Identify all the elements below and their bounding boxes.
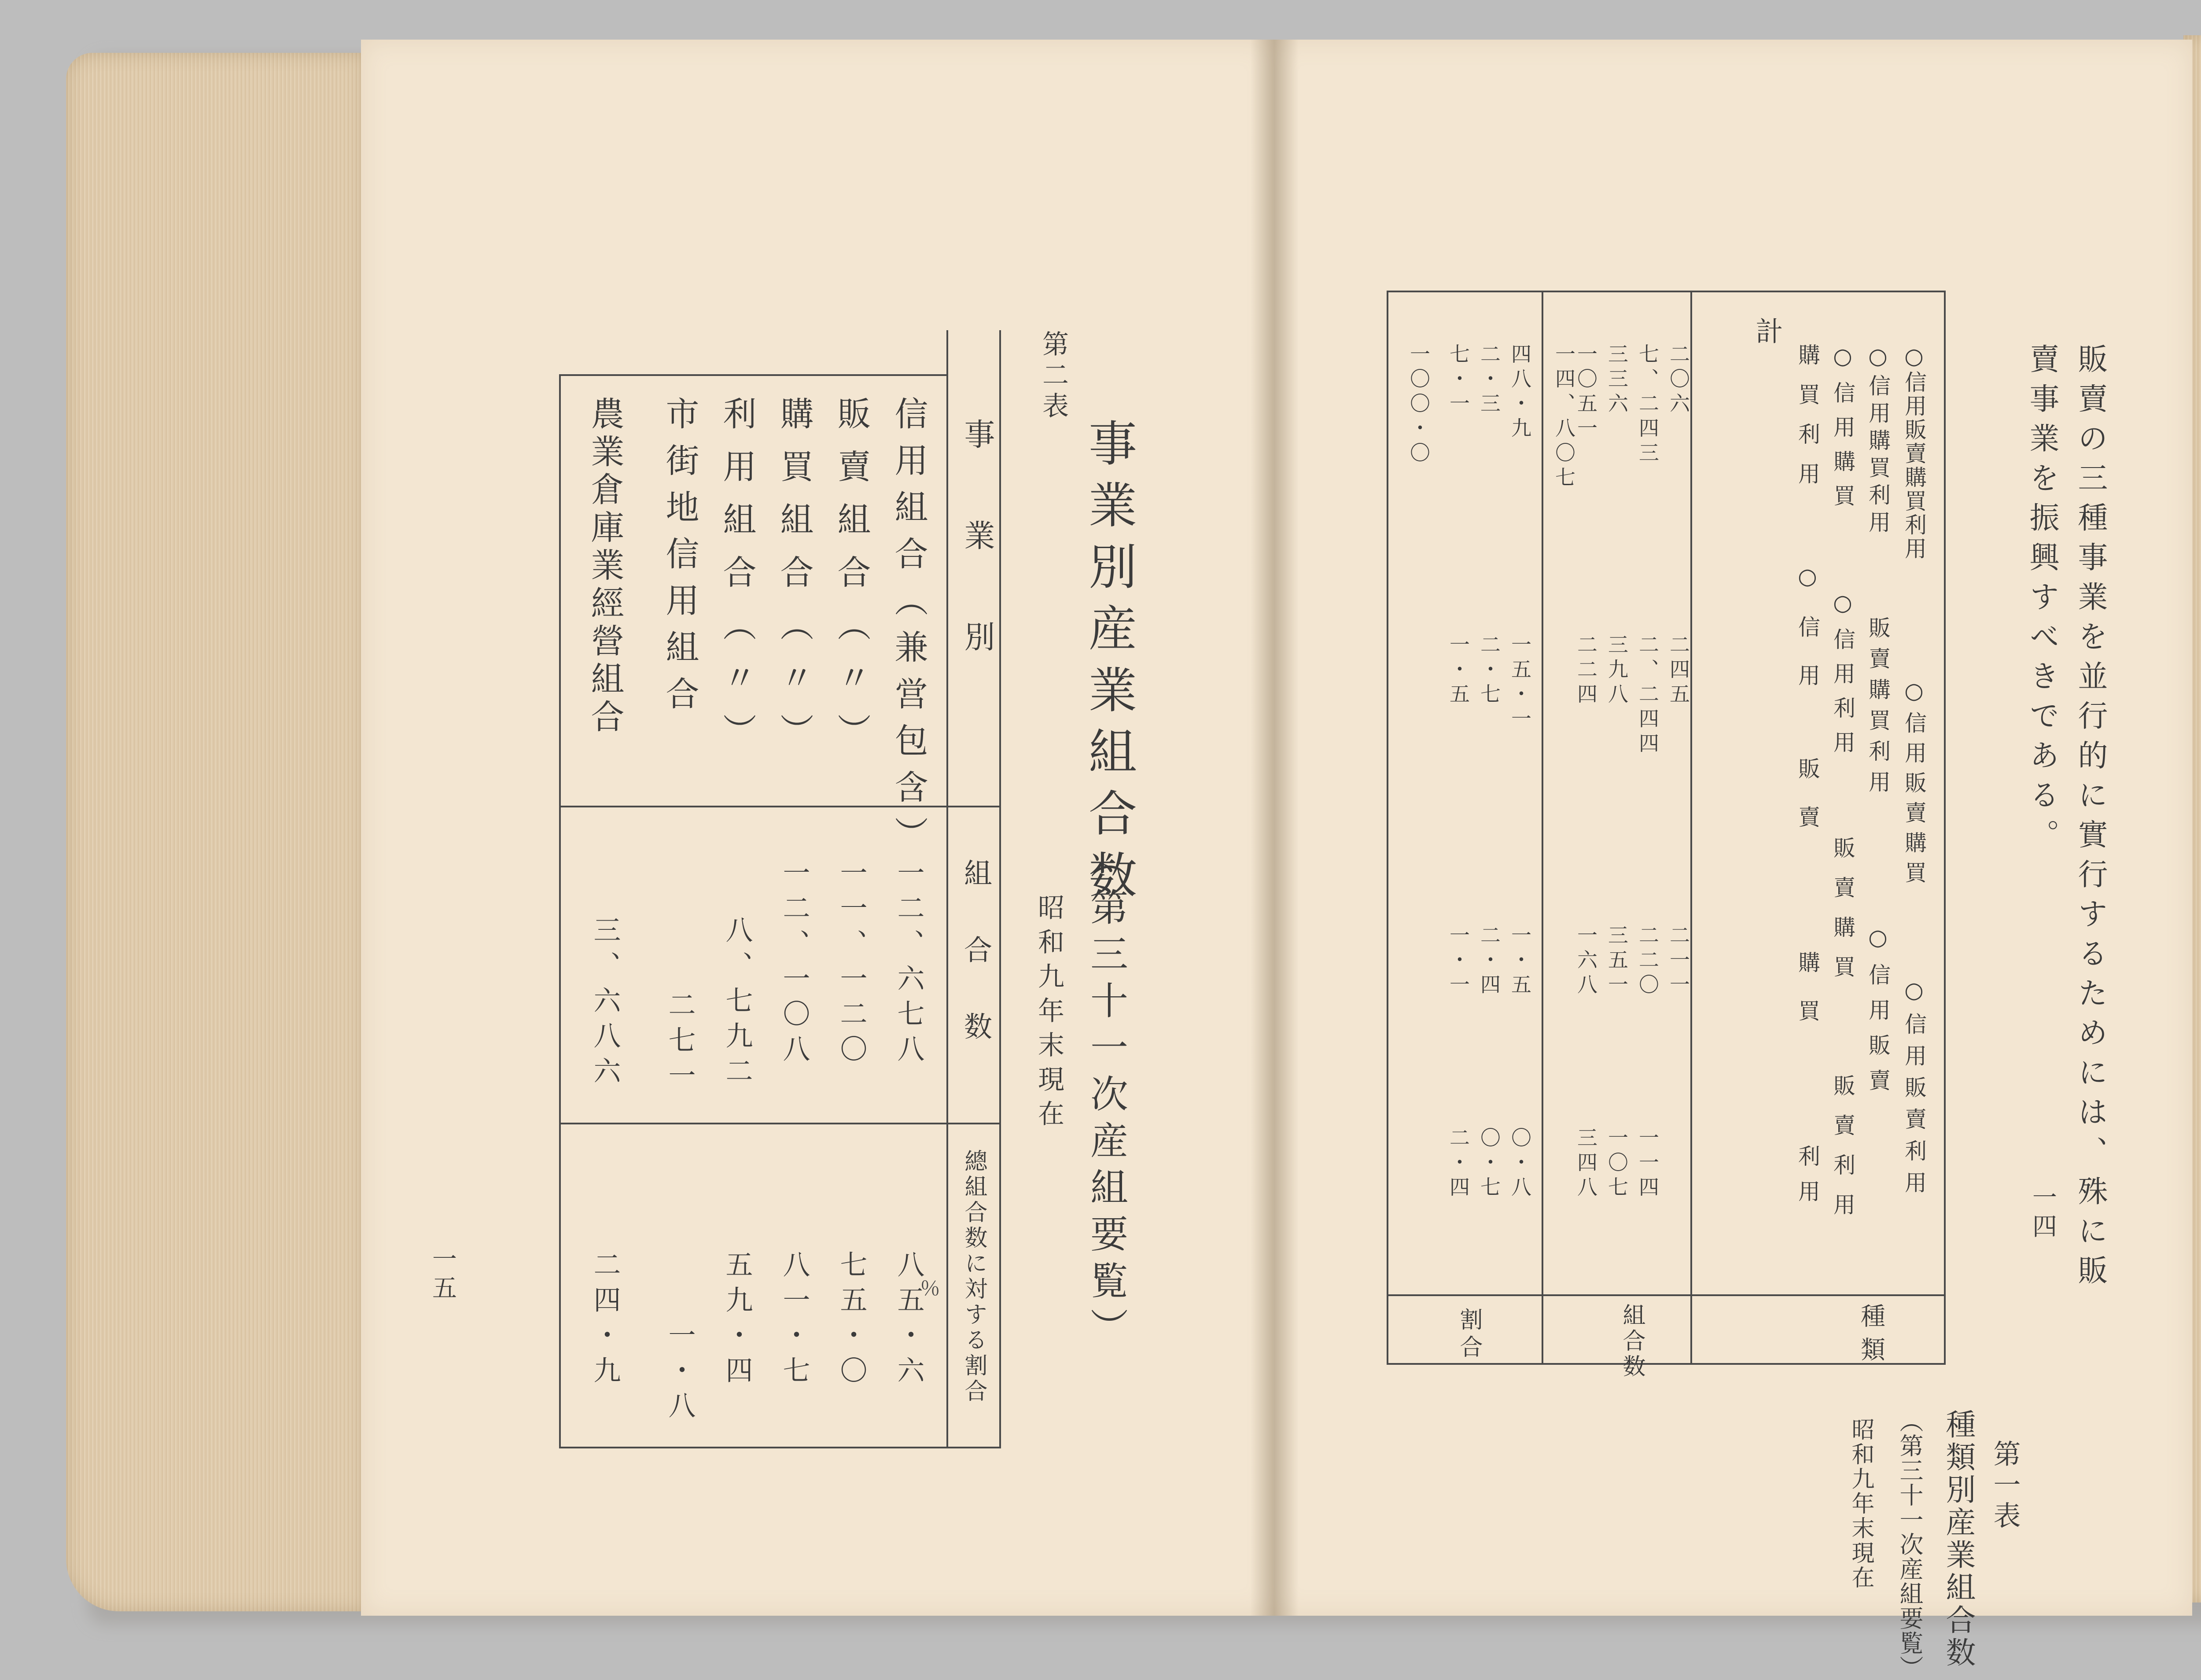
- type-row: ○信用販賣購買利用: [1901, 343, 1927, 561]
- type-row: ○信用購買利用: [1865, 343, 1891, 538]
- count-cell: 三五一: [1605, 925, 1629, 998]
- right-as-of: 昭和九年末現在: [1848, 1418, 1874, 1590]
- left-table-title: 事業別産業組合数: [1081, 418, 1137, 911]
- count-cell: 二四五: [1667, 634, 1690, 708]
- right-table: [1387, 291, 1946, 1380]
- ratio-cell: 一・一: [1446, 925, 1470, 998]
- type-row: ○信用販賣: [1865, 925, 1891, 1104]
- total-count: 一四、八〇七: [1552, 343, 1576, 491]
- ratio-cell: 一五・一: [1508, 634, 1532, 733]
- count-cell: 三三六: [1605, 343, 1629, 417]
- row-ratio: 七五・〇: [835, 1250, 868, 1391]
- ratio-cell: 二・七: [1477, 634, 1501, 708]
- row-count: 一二、一〇八: [778, 858, 810, 1070]
- row-count: 三、六八六: [589, 916, 621, 1092]
- left-page-number: 一五: [428, 1246, 457, 1304]
- percent-unit: ％: [920, 1276, 940, 1300]
- count-cell: 一六八: [1574, 925, 1598, 998]
- row-ratio: 二四・九: [589, 1250, 621, 1391]
- row-count: 八、七九二: [721, 916, 753, 1092]
- row-ratio: 八一・七: [778, 1250, 810, 1391]
- type-row: 販賣購買利用: [1865, 616, 1891, 801]
- type-row: ○信用: [1795, 564, 1820, 712]
- ratio-cell: 二・四: [1446, 1127, 1470, 1201]
- count-cell: 二二〇: [1636, 925, 1660, 998]
- row-ratio: 一・八: [664, 1321, 696, 1426]
- type-row: ○信用購買: [1830, 343, 1855, 519]
- body-text-line: 販賣の三種事業を並行的に實行するためには、殊に販: [2073, 343, 2108, 1294]
- row-name: 購買組合（〃）: [775, 396, 814, 766]
- header-kind: 種類: [1857, 1303, 1885, 1370]
- left-table-label: 第二表: [1038, 330, 1069, 423]
- left-page-edges: [66, 53, 365, 1611]
- count-cell: 一〇五一: [1574, 343, 1598, 442]
- type-row: 販賣購買: [1830, 836, 1855, 995]
- ratio-cell: 二・四: [1477, 925, 1501, 998]
- count-cell: 一〇七: [1605, 1127, 1629, 1201]
- row-count: 二七一: [664, 991, 696, 1096]
- row-name: 販賣組合（〃）: [832, 396, 871, 766]
- count-cell: 三九八: [1605, 634, 1629, 708]
- right-page: [1272, 40, 2192, 1680]
- count-cell: 二二四: [1574, 634, 1598, 708]
- book-gutter: [1250, 40, 1299, 1616]
- row-count: 一一、一二〇: [835, 858, 868, 1070]
- left-table: [559, 330, 1008, 1448]
- ratio-cell: 二・三: [1477, 343, 1501, 417]
- count-cell: 三四八: [1574, 1127, 1598, 1201]
- type-row: 販賣: [1795, 757, 1820, 854]
- left-page: [361, 40, 1272, 1616]
- right-table-subtitle: （第三十一次産組要覧）: [1896, 1409, 1924, 1680]
- ratio-cell: 〇・八: [1508, 1127, 1532, 1201]
- type-row: 購買利用: [1795, 343, 1820, 502]
- row-name: 信用組合（兼営包含）: [889, 396, 928, 863]
- right-table-label: 第一表: [1989, 1440, 2021, 1532]
- ratio-cell: 七・一: [1446, 343, 1470, 417]
- header-union-count: 組合数: [959, 858, 992, 1088]
- ratio-cell: 四八・九: [1508, 343, 1532, 442]
- row-name: 農業倉庫業經營組合: [585, 396, 625, 737]
- row-name: 利用組合（〃）: [718, 396, 757, 766]
- header-ratio: 割合: [1456, 1308, 1482, 1362]
- left-as-of: 昭和九年末現在: [1034, 894, 1064, 1134]
- count-cell: 二一一: [1667, 925, 1690, 998]
- ratio-cell: 〇・七: [1477, 1127, 1501, 1201]
- row-count: 一二、六七八: [893, 858, 925, 1070]
- right-page-number: 一四: [2028, 1184, 2057, 1242]
- left-table-subtitle: （第三十一次産組要覧）: [1084, 841, 1128, 1354]
- row-name: 市街地信用組合: [660, 396, 699, 723]
- type-row: ○信用販賣購買: [1901, 678, 1927, 891]
- type-row: 利用: [1795, 1145, 1820, 1215]
- header-business-type: 事業別: [959, 418, 995, 722]
- count-cell: 二〇六: [1667, 343, 1690, 417]
- type-row: ○信用販賣利用: [1901, 977, 1927, 1203]
- row-ratio: 五九・四: [721, 1250, 753, 1391]
- header-count: 組合数: [1619, 1303, 1645, 1380]
- total-row-label: 計: [1751, 317, 1783, 344]
- count-cell: 一一四: [1636, 1127, 1660, 1201]
- ratio-cell: 一・五: [1446, 634, 1470, 708]
- count-cell: 二、二四四: [1636, 634, 1660, 757]
- row-ratio: 八五・六: [893, 1250, 925, 1391]
- type-row: 購買: [1795, 951, 1820, 1048]
- total-ratio: 一〇〇・〇: [1407, 343, 1431, 467]
- type-row: ○信用利用: [1830, 590, 1855, 765]
- header-ratio: 總組合数に対する割合: [961, 1149, 987, 1404]
- type-row: 販賣利用: [1830, 1074, 1855, 1233]
- count-cell: 七、二四三: [1636, 343, 1660, 467]
- body-text-line: 賣事業を振興すべきである。: [2024, 343, 2059, 858]
- ratio-cell: 一・五: [1508, 925, 1532, 998]
- right-table-title: 種類別産業組合数: [1941, 1409, 1976, 1669]
